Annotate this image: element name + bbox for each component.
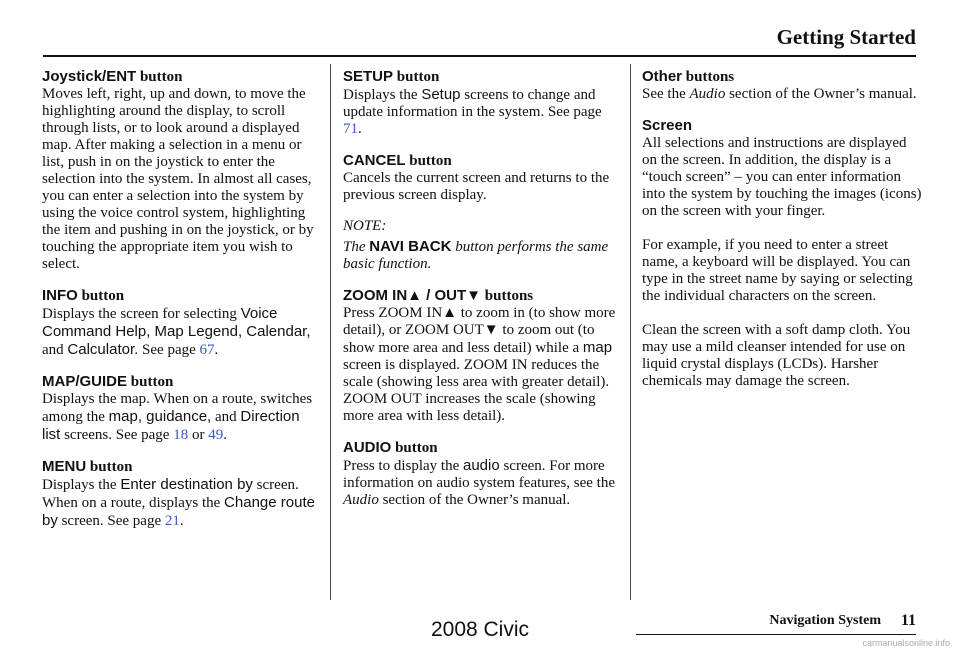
footer-label: Navigation System — [769, 613, 881, 628]
section-body: All selections and instructions are displayed on the screen. In addition, the display is a “touch screen” – you can enter information into the system by touching the images (icons) on the screen with your finger. — [642, 135, 922, 219]
section-heading: MENU button — [42, 458, 133, 475]
section-body: See the Audio section of the Owner’s manual. — [642, 86, 917, 102]
page-link[interactable]: 21 — [164, 513, 180, 529]
section-heading: ZOOM IN▲ / OUT▼ buttons — [343, 287, 534, 304]
section-body: Displays the Setup screens to change and update information in the system. See page 71. — [343, 86, 602, 137]
section-heading: INFO button — [42, 287, 125, 304]
section-body: Displays the map. When on a route, switches among the map, guidance, and Direction list screens. See page 18 or 49. — [42, 391, 313, 443]
section-body: Press to display the audio screen. For more information on audio system features, see the Audio section of the Owner’s manual. — [343, 457, 616, 508]
page-number: 11 — [900, 612, 916, 629]
column-divider — [630, 64, 631, 600]
column-3 — [642, 68, 922, 404]
section-body: Moves left, right, up and down, to move the highlighting around the display, to scroll through lists, or to look around a displayed map. After making a selection in a menu or list, push in on the joystick to enter the selection into the system. In almost all cases, you can enter a selection into the system by using the voice control system, highlighting the item and pushing in on the joystick, or by touching the appropriate item you wish to select. — [42, 86, 314, 272]
note-section — [343, 218, 619, 273]
other-section — [642, 68, 922, 103]
screen-section — [642, 117, 922, 390]
page-link[interactable]: 71 — [343, 121, 358, 137]
section-body: Press ZOOM IN▲ to zoom in (to show more detail), or ZOOM OUT▼ to zoom out (to show more area and less detail) while a map screen is displayed. ZOOM IN reduces the scale (showing less area with greater detail). ZOOM OUT increases the scale (showing more area with less detail). — [343, 305, 616, 424]
section-heading: Other buttons — [642, 68, 735, 85]
joystick-section — [42, 68, 318, 273]
note-body: The NAVI BACK button performs the same basic function. — [343, 238, 609, 272]
section-heading: Joystick/ENT button — [42, 68, 183, 85]
note-title: NOTE: — [343, 218, 387, 234]
page-link[interactable]: 67 — [199, 342, 215, 358]
column-1 — [42, 68, 318, 544]
section-heading: MAP/GUIDE button — [42, 373, 174, 390]
section-body: For example, if you need to enter a street name, a keyboard will be displayed. You can type in the street name by saying or selecting the individual characters on the screen. — [642, 237, 913, 304]
watermark: carmanualsonline.info — [862, 638, 950, 648]
section-heading: Screen — [642, 117, 693, 134]
cancel-section — [343, 152, 619, 204]
column-2 — [343, 68, 619, 523]
page-link[interactable]: 49 — [208, 427, 224, 443]
menu-section — [42, 458, 318, 530]
section-body: Displays the Enter destination by screen. When on a route, displays the Change route by screen. See page 21. — [42, 476, 315, 529]
section-heading: AUDIO button — [343, 439, 438, 456]
section-body: Displays the screen for selecting Voice Command Help, Map Legend, Calendar, and Calculator. See page 67. — [42, 305, 311, 358]
model-label: 2008 Civic — [430, 618, 530, 641]
zoom-section — [343, 287, 619, 425]
map-guide-section — [42, 373, 318, 444]
section-heading: SETUP button — [343, 68, 440, 85]
info-section — [42, 287, 318, 359]
column-divider — [330, 64, 331, 600]
section-heading: CANCEL button — [343, 152, 452, 169]
header-rule — [43, 55, 916, 57]
setup-section — [343, 68, 619, 138]
section-body: Clean the screen with a soft damp cloth. You may use a mild cleanser intended for use on liquid crystal displays (LCDs). Harsher chemicals may damage the screen. — [642, 322, 911, 389]
section-body: Cancels the current screen and returns to the previous screen display. — [343, 170, 610, 203]
page-title: Getting Started — [776, 25, 916, 49]
page-link[interactable]: 18 — [173, 427, 189, 443]
audio-section — [343, 439, 619, 509]
